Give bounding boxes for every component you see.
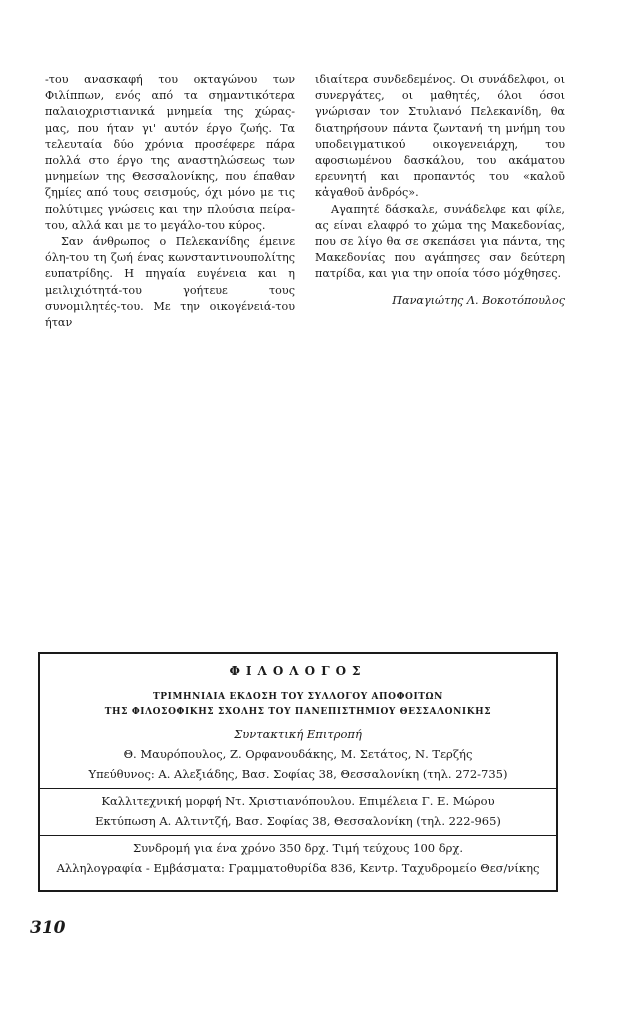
- artistic-design: Καλλιτεχνική μορφή Ντ. Χριστιανόπουλου. Επιμέλεια Γ. Ε. Μώρου: [101, 794, 495, 808]
- page-number: 310: [30, 918, 66, 938]
- article-column-right: [315, 72, 565, 309]
- journal-subtitle: ΤΗΣ ΦΙΛΟΣΟΦΙΚΗΣ ΣΧΟΛΗΣ ΤΟΥ ΠΑΝΕΠΙΣΤΗΜΙΟΥ ΘΕΣΣΑΛΟΝΙΚΗΣ: [104, 707, 492, 717]
- article-column-left: [45, 72, 295, 331]
- article-paragraph: Αγαπητέ δάσκαλε, συνάδελφε και φίλε, ας είναι ελαφρό το χώμα της Μακεδονίας, που σε λίγο θα σε σκεπάσει για πάντα, της Μακεδονίας που αγάπησες σαν δεύτερη πατρίδα, και για την οποία τόσο μόχθησες.: [315, 202, 565, 281]
- article-paragraph: -του ανασκαφή του οκταγώνου των Φιλίππων, ενός από τα σημαντικότερα παλαιοχριστιανικά μνημεία της χώρας-μας, που ήταν γι' αυτόν έργο ζωής. Τα τελευταία δύο χρόνια προσέφερε πάρα πολλά στο έργο της αναστηλώσεως των μνημείων της Θεσσαλονίκης, που έπαθαν ζημίες από τους σεισμούς, όχι μόνο με τις πολύτιμες γνώσεις και την πλούσια πείρα-του, αλλά και με το μεγάλο-του κύρος.: [45, 73, 295, 232]
- colophon-box: [38, 652, 558, 892]
- committee-members: Θ. Μαυρόπουλος, Ζ. Ορφανουδάκης, Μ. Σετάτος, Ν. Τερζής: [123, 747, 473, 761]
- article-paragraph: Σαν άνθρωπος ο Πελεκανίδης έμεινε όλη-του τη ζωή ένας κωνσταντινουπολίτης ευπατρίδης. Η πηγαία ευγένεια και η μειλιχιότητά-του γοήτευε τους συνομιλητές-του. Με την οικογένειά-του ήταν: [45, 235, 295, 330]
- correspondence-info: Αλληλογραφία - Εμβάσματα: Γραμματοθυρίδα 836, Κεντρ. Ταχυδρομείο Θεσ/νίκης: [56, 861, 540, 875]
- printing-info: Εκτύπωση Α. Αλτιντζή, Βασ. Σοφίας 38, Θεσσαλονίκη (τηλ. 222-965): [95, 814, 501, 828]
- divider: [40, 788, 556, 789]
- divider: [40, 835, 556, 836]
- responsible-editor: Υπεύθυνος: Α. Αλεξιάδης, Βασ. Σοφίας 38, Θεσσαλονίκη (τηλ. 272-735): [88, 767, 508, 781]
- journal-subtitle: ΤΡΙΜΗΝΙΑΙΑ ΕΚΔΟΣΗ ΤΟΥ ΣΥΛΛΟΓΟΥ ΑΠΟΦΟΙΤΩΝ: [152, 692, 443, 702]
- committee-label: Συντακτική Επιτροπή: [234, 727, 362, 741]
- article-paragraph: ιδιαίτερα συνδεδεμένος. Οι συνάδελφοι, οι συνεργάτες, οι μαθητές, όλοι όσοι γνώρισαν τον Στυλιανό Πελεκανίδη, θα διατηρήσουν πάντα ζωντανή τη μνήμη του υποδειγματικού οικογενειάρχη, του αφοσιωμένου δασκάλου, του ακάματου ερευνητή και προπαντός του «καλοῦ κἀγαθοῦ ἀνδρός».: [315, 73, 565, 200]
- journal-title: ΦΙΛΟΛΟΓΟΣ: [229, 664, 367, 678]
- subscription-info: Συνδρομή για ένα χρόνο 350 δρχ. Τιμή τεύχους 100 δρχ.: [132, 841, 464, 855]
- author-signature: Παναγιώτης Λ. Βοκοτόπουλος: [392, 293, 565, 307]
